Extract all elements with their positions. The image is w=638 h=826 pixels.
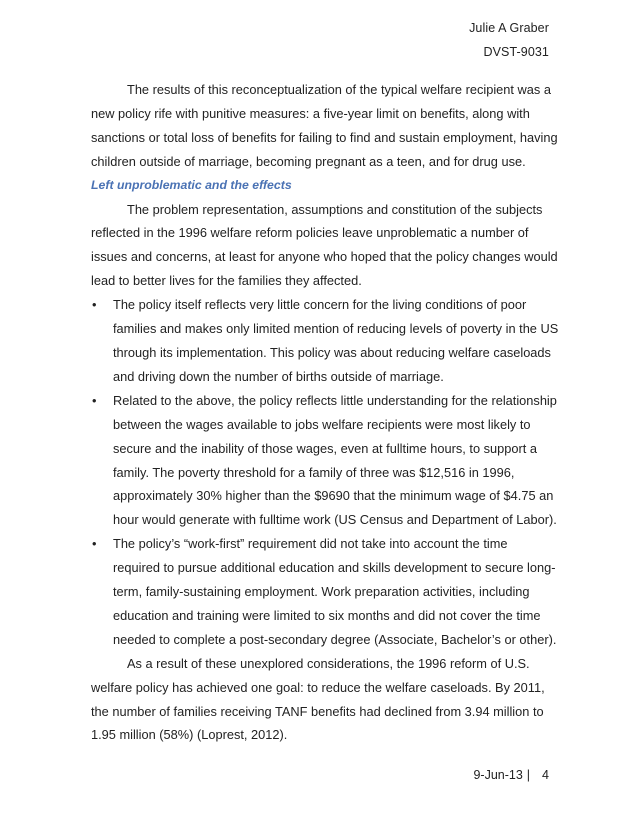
text-line: Related to the above, the policy reflects little understanding for the relationship [113, 392, 557, 408]
paragraph-problem [91, 198, 558, 294]
page-header [469, 16, 549, 64]
text-line: The policy itself reflects very little concern for the living conditions of poor [113, 297, 527, 313]
bullet-item [91, 389, 557, 532]
header-author: Julie A Graber [469, 21, 549, 35]
text-line: education and training were limited to six months and did not cover the time [113, 607, 541, 623]
text-line: The problem representation, assumptions and constitution of the subjects [127, 201, 543, 217]
text-line: welfare policy has achieved one goal: to reduce the welfare caseloads. By 2011, [91, 679, 545, 695]
body-text [91, 78, 559, 747]
text-line: reflected in the 1996 welfare reform policies leave unproblematic a number of [91, 225, 529, 241]
bullet-dot-icon: • [92, 536, 97, 552]
text-line: sanctions or total loss of benefits for failing to find and sustain employment, having [91, 129, 558, 145]
bullet-dot-icon: • [92, 297, 97, 313]
text-line: hour would generate with fulltime work (US Census and Department of Labor). [113, 512, 557, 528]
section-heading: Left unproblematic and the effects [91, 177, 292, 192]
text-line: As a result of these unexplored considerations, the 1996 reform of U.S. [127, 655, 530, 671]
page-footer [473, 763, 549, 787]
footer-date: 9-Jun-13 [473, 768, 523, 782]
text-line: and driving down the number of births outside of marriage. [113, 368, 444, 384]
text-line: secure and the inability of those wages, even at fulltime hours, to support a [113, 440, 537, 456]
text-line: 1.95 million (58%) (Loprest, 2012). [91, 727, 288, 743]
paragraph-conclusion [91, 652, 548, 748]
paragraph-intro [91, 78, 558, 174]
text-line: children outside of marriage, becoming pregnant as a teen, and for drug use. [91, 153, 526, 169]
bullet-dot-icon: • [92, 392, 97, 408]
text-line: term, family-sustaining employment. Work preparation activities, including [113, 584, 530, 600]
text-line: between the wages available to jobs welfare recipients were most likely to [113, 416, 531, 432]
text-line: The results of this reconceptualization of the typical welfare recipient was a [127, 82, 551, 97]
header-course: DVST-9031 [483, 45, 549, 59]
bullet-list [91, 293, 559, 652]
text-line: the number of families receiving TANF benefits had declined from 3.94 million to [91, 703, 544, 719]
text-line: lead to better lives for the families they affected. [91, 273, 362, 289]
page-number: 4 [542, 768, 549, 782]
text-line: issues and concerns, at least for anyone who hoped that the policy changes would [91, 249, 558, 265]
text-line: required to pursue additional education and skills development to secure long- [113, 560, 556, 576]
footer-separator: | [526, 768, 531, 782]
text-line: through its implementation. This policy was about reducing welfare caseloads [113, 344, 551, 360]
bullet-item [91, 293, 559, 389]
text-line: families and makes only limited mention of reducing levels of poverty in the US [113, 321, 559, 337]
bullet-item [91, 532, 557, 652]
text-line: family. The poverty threshold for a family of three was $12,516 in 1996, [113, 464, 515, 480]
text-line: approximately 30% higher than the $9690 that the minimum wage of $4.75 an [113, 488, 554, 504]
text-line: needed to complete a post-secondary degree (Associate, Bachelor’s or other). [113, 631, 557, 647]
text-line: new policy rife with punitive measures: a five-year limit on benefits, along with [91, 105, 530, 121]
text-line: The policy’s “work-first” requirement did not take into account the time [113, 536, 508, 552]
